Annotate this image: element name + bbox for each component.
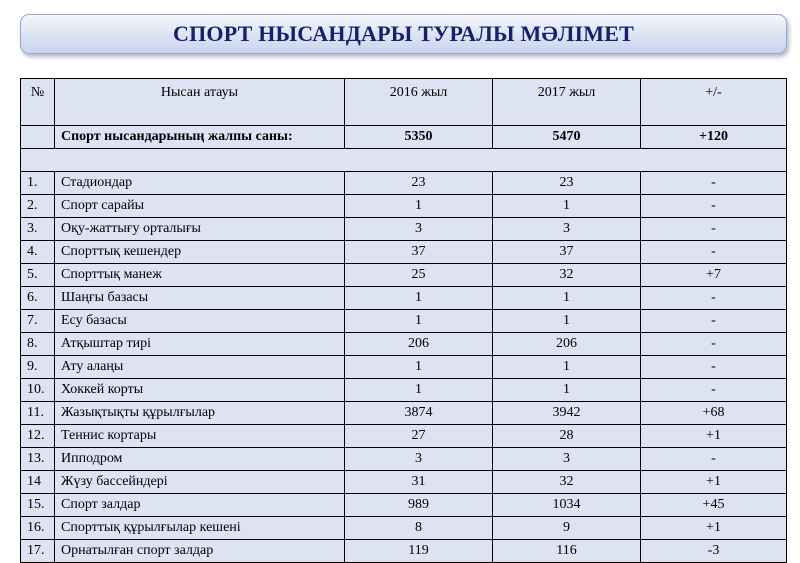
table-row <box>21 517 787 540</box>
row-2017: 3 <box>493 448 641 471</box>
row-diff: - <box>641 310 787 333</box>
row-diff: - <box>641 333 787 356</box>
row-num: 15. <box>21 494 55 517</box>
row-num: 16. <box>21 517 55 540</box>
row-num: 3. <box>21 218 55 241</box>
row-diff: +1 <box>641 517 787 540</box>
total-name: Спорт нысандарының жалпы саны: <box>55 126 345 149</box>
row-num: 6. <box>21 287 55 310</box>
row-2016: 37 <box>345 241 493 264</box>
row-2016: 3874 <box>345 402 493 425</box>
table-row <box>21 540 787 563</box>
table-row <box>21 494 787 517</box>
spacer-cell <box>21 149 787 172</box>
table-row <box>21 241 787 264</box>
row-name: Спорттық кешендер <box>55 241 345 264</box>
row-2017: 1 <box>493 310 641 333</box>
row-num: 14 <box>21 471 55 494</box>
page-title: СПОРТ НЫСАНДАРЫ ТУРАЛЫ МӘЛІМЕТ <box>173 21 634 46</box>
row-name: Жүзу бассейндері <box>55 471 345 494</box>
row-2016: 119 <box>345 540 493 563</box>
row-2017: 23 <box>493 172 641 195</box>
table-row <box>21 448 787 471</box>
row-2017: 32 <box>493 264 641 287</box>
row-2017: 206 <box>493 333 641 356</box>
row-num: 11. <box>21 402 55 425</box>
row-num: 9. <box>21 356 55 379</box>
row-diff: - <box>641 379 787 402</box>
table-row <box>21 402 787 425</box>
row-2016: 1 <box>345 379 493 402</box>
header-row <box>21 79 787 126</box>
row-diff: +45 <box>641 494 787 517</box>
table-row <box>21 333 787 356</box>
row-num: 2. <box>21 195 55 218</box>
row-name: Ипподром <box>55 448 345 471</box>
row-name: Орнатылған спорт залдар <box>55 540 345 563</box>
header-2016: 2016 жыл <box>345 79 493 126</box>
row-2017: 1 <box>493 379 641 402</box>
row-2016: 31 <box>345 471 493 494</box>
row-name: Хоккей корты <box>55 379 345 402</box>
total-row <box>21 126 787 149</box>
row-num: 4. <box>21 241 55 264</box>
table-row <box>21 425 787 448</box>
row-num: 8. <box>21 333 55 356</box>
table-row <box>21 218 787 241</box>
table-row <box>21 287 787 310</box>
row-2016: 3 <box>345 218 493 241</box>
row-name: Стадиондар <box>55 172 345 195</box>
row-2016: 206 <box>345 333 493 356</box>
table-row <box>21 310 787 333</box>
sports-facilities-table <box>20 78 787 563</box>
table-row <box>21 356 787 379</box>
row-diff: +1 <box>641 425 787 448</box>
total-diff: +120 <box>641 126 787 149</box>
total-2016: 5350 <box>345 126 493 149</box>
row-2017: 1 <box>493 356 641 379</box>
row-2016: 25 <box>345 264 493 287</box>
row-2016: 27 <box>345 425 493 448</box>
total-num <box>21 126 55 149</box>
header-num: № <box>21 79 55 126</box>
row-2017: 37 <box>493 241 641 264</box>
row-2017: 116 <box>493 540 641 563</box>
row-2017: 32 <box>493 471 641 494</box>
row-name: Шаңғы базасы <box>55 287 345 310</box>
row-2016: 1 <box>345 356 493 379</box>
row-name: Спорттық манеж <box>55 264 345 287</box>
row-2017: 1 <box>493 287 641 310</box>
row-2017: 28 <box>493 425 641 448</box>
row-diff: - <box>641 172 787 195</box>
row-diff: - <box>641 218 787 241</box>
title-banner <box>20 14 787 54</box>
table-row <box>21 379 787 402</box>
row-2017: 1034 <box>493 494 641 517</box>
table-row <box>21 471 787 494</box>
spacer-row <box>21 149 787 172</box>
row-diff: +7 <box>641 264 787 287</box>
row-2017: 3 <box>493 218 641 241</box>
row-num: 12. <box>21 425 55 448</box>
row-num: 5. <box>21 264 55 287</box>
table-row <box>21 195 787 218</box>
header-name: Нысан атауы <box>55 79 345 126</box>
row-diff: - <box>641 241 787 264</box>
row-name: Жазықтықты құрылғылар <box>55 402 345 425</box>
row-diff: - <box>641 287 787 310</box>
row-name: Спорттық құрылғылар кешені <box>55 517 345 540</box>
row-2016: 989 <box>345 494 493 517</box>
table-row <box>21 264 787 287</box>
row-2016: 3 <box>345 448 493 471</box>
table-row <box>21 172 787 195</box>
total-2017: 5470 <box>493 126 641 149</box>
row-num: 7. <box>21 310 55 333</box>
row-num: 17. <box>21 540 55 563</box>
row-2016: 1 <box>345 287 493 310</box>
row-diff: - <box>641 356 787 379</box>
row-diff: - <box>641 195 787 218</box>
row-2016: 1 <box>345 310 493 333</box>
row-num: 1. <box>21 172 55 195</box>
row-2016: 8 <box>345 517 493 540</box>
row-2017: 9 <box>493 517 641 540</box>
row-name: Атқыштар тирі <box>55 333 345 356</box>
row-name: Теннис кортары <box>55 425 345 448</box>
header-diff: +/- <box>641 79 787 126</box>
header-2017: 2017 жыл <box>493 79 641 126</box>
row-2016: 23 <box>345 172 493 195</box>
row-diff: - <box>641 448 787 471</box>
row-2017: 1 <box>493 195 641 218</box>
row-diff: -3 <box>641 540 787 563</box>
row-num: 10. <box>21 379 55 402</box>
row-2017: 3942 <box>493 402 641 425</box>
row-2016: 1 <box>345 195 493 218</box>
row-diff: +68 <box>641 402 787 425</box>
row-diff: +1 <box>641 471 787 494</box>
row-name: Ату алаңы <box>55 356 345 379</box>
row-name: Спорт залдар <box>55 494 345 517</box>
row-name: Спорт сарайы <box>55 195 345 218</box>
row-name: Есу базасы <box>55 310 345 333</box>
row-name: Оқу-жаттығу орталығы <box>55 218 345 241</box>
row-num: 13. <box>21 448 55 471</box>
